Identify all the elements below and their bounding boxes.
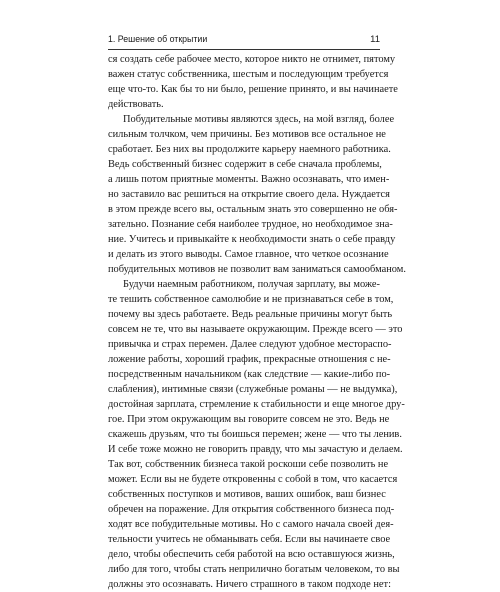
text-line: обречен на поражение. Для открытия собственного бизнеса под-: [108, 504, 395, 515]
chapter-title: 1. Решение об открытии: [108, 34, 208, 44]
text-line: но заставило вас решиться на открытие своего дела. Нуждается: [108, 189, 390, 200]
text-line: сильным толчком, чем причины. Без мотивов все остальное не: [108, 129, 386, 140]
text-line: И себе тоже можно не говорить правду, что мы зачастую и делаем.: [108, 444, 403, 455]
text-line: действовать.: [108, 99, 164, 110]
text-line: Побудительные мотивы являются здесь, на мой взгляд, более: [123, 114, 395, 125]
text-line: Будучи наемным работником, получая зарплату, вы може-: [123, 279, 380, 290]
text-line: а лишь потом приятные моменты. Важно осознавать, что имен-: [108, 174, 390, 185]
text-line: достойная зарплата, стремление к стабильности и еще многое дру-: [108, 399, 405, 410]
text-line: гое. При этом окружающим вы говорите совсем не это. Ведь не: [108, 414, 390, 425]
text-line: Ведь собственный бизнес содержит в себе сначала проблемы,: [108, 159, 382, 170]
text-line: может. Если вы не будете откровенны с собой в том, что касается: [108, 474, 398, 485]
body-text: [108, 52, 406, 592]
text-line: побудительных мотивов не позволит вам заниматься самообманом.: [108, 264, 406, 275]
running-header: [108, 31, 380, 47]
text-line: совсем не те, что вы называете окружающим. Прежде всего — это: [108, 324, 403, 335]
text-line: либо для того, чтобы стать неприлично богатым человеком, то вы: [108, 564, 400, 575]
text-line: ся создать себе рабочее место, которое никто не отнимет, пятому: [108, 54, 396, 65]
text-line: привычка и страх перемен. Далее следуют удобное местораспо-: [108, 339, 392, 350]
text-line: должны это осознавать. Ничего страшного в таком подходе нет:: [108, 579, 391, 590]
text-line: тельности учитесь не обманывать себя. Если вы начинаете свое: [108, 534, 391, 545]
text-line: и делать из этого выводы. Самое главное, что четкое осознание: [108, 249, 389, 260]
text-line: ложение работы, хороший график, прекрасные отношения с не-: [108, 354, 391, 365]
text-line: дело, чтобы обеспечить себя работой на всю оставшуюся жизнь,: [108, 549, 395, 560]
text-line: почему вы здесь работаете. Ведь реальные причины могут быть: [108, 309, 393, 320]
header-rule: [108, 49, 380, 50]
text-line: те тешить собственное самолюбие и не признаваться себе в том,: [108, 294, 394, 305]
text-line: ходят все побудительные мотивы. Но с самого начала своей дея-: [108, 519, 394, 530]
text-line: слабления), интимные связи (служебные романы — не выдумка),: [108, 384, 398, 395]
text-line: сработает. Без них вы продолжите карьеру наемного работника.: [108, 144, 391, 155]
text-line: в этом прежде всего вы, остальным знать это совершенно не обя-: [108, 204, 398, 215]
text-line: посредственным начальником (как следствие — какие-либо по-: [108, 369, 391, 380]
text-line: собственных поступков и мотивов, ваших ошибок, ваш бизнес: [108, 489, 386, 500]
text-line: ние. Учитесь и привыкайте к необходимости знать о себе правду: [108, 234, 396, 245]
text-line: еще что-то. Как бы то ни было, решение принято, и вы начинаете: [108, 84, 398, 95]
page-number: 11: [370, 33, 380, 45]
text-line: зательно. Познание себя наиболее трудное, но необходимое зна-: [108, 219, 393, 230]
text-line: скажешь друзьям, что ты боишься перемен; жене — что ты ленив.: [108, 429, 402, 440]
text-line: важен статус собственника, шестым и последующим требуется: [108, 69, 389, 80]
text-line: Так вот, собственник бизнеса такой роскоши себе позволить не: [108, 459, 389, 470]
